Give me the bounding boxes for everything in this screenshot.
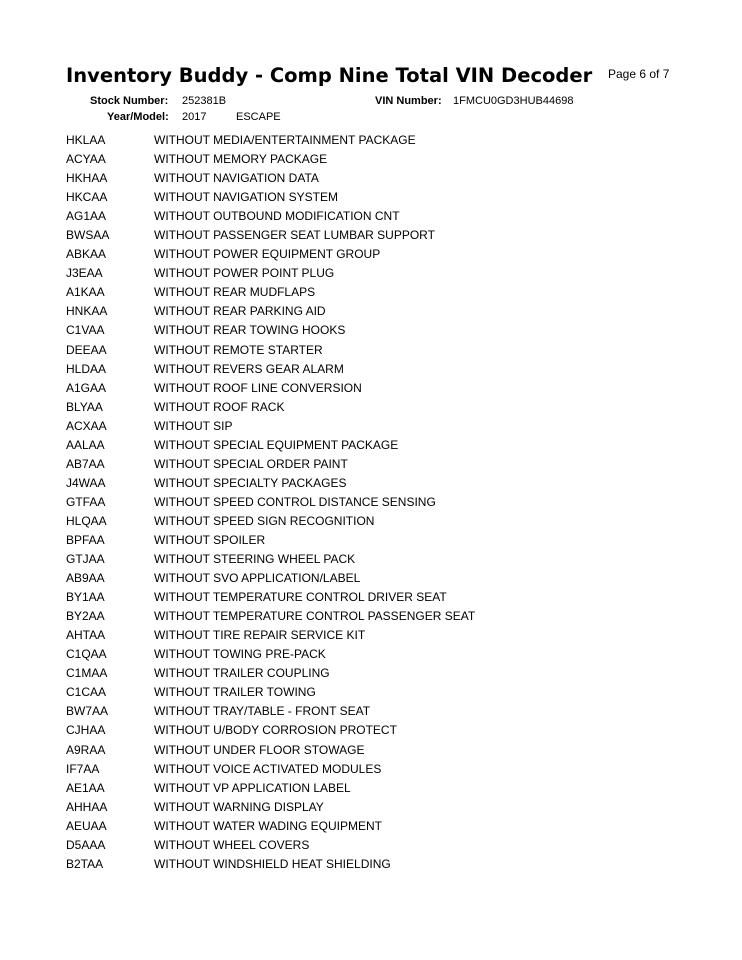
option-code: BWSAA bbox=[66, 228, 110, 243]
option-code: A1GAA bbox=[66, 380, 107, 395]
option-row bbox=[66, 398, 666, 417]
option-description: WITHOUT REVERS GEAR ALARM bbox=[154, 361, 344, 376]
option-row bbox=[66, 855, 666, 874]
option-row bbox=[66, 836, 666, 855]
option-description: WITHOUT UNDER FLOOR STOWAGE bbox=[154, 742, 365, 757]
option-row bbox=[66, 721, 666, 740]
vin-number-value: 1FMCU0GD3HUB44698 bbox=[453, 95, 574, 107]
option-row bbox=[66, 569, 666, 588]
option-description: WITHOUT NAVIGATION DATA bbox=[154, 171, 319, 186]
option-code: HKLAA bbox=[66, 133, 106, 147]
option-row bbox=[66, 302, 666, 321]
option-description: WITHOUT TRAY/TABLE - FRONT SEAT bbox=[154, 704, 371, 719]
option-description: WITHOUT VOICE ACTIVATED MODULES bbox=[154, 761, 382, 776]
option-description: WITHOUT SPOILER bbox=[154, 532, 266, 547]
option-code: HKCAA bbox=[66, 190, 108, 205]
option-description: WITHOUT SPEED SIGN RECOGNITION bbox=[154, 513, 375, 528]
option-code: GTFAA bbox=[66, 494, 106, 509]
option-description: WITHOUT SPEED CONTROL DISTANCE SENSING bbox=[154, 494, 436, 509]
option-code: C1MAA bbox=[66, 666, 108, 681]
option-row bbox=[66, 550, 666, 569]
option-description: WITHOUT SPECIAL ORDER PAINT bbox=[154, 456, 348, 471]
option-description: WITHOUT TEMPERATURE CONTROL PASSENGER SEAT bbox=[154, 609, 476, 624]
option-code: AB7AA bbox=[66, 456, 105, 471]
option-row bbox=[66, 531, 666, 550]
option-code: HKHAA bbox=[66, 171, 108, 186]
option-row bbox=[66, 512, 666, 531]
option-row bbox=[66, 493, 666, 512]
option-row bbox=[66, 760, 666, 779]
option-code: HLDAA bbox=[66, 361, 107, 376]
option-row bbox=[66, 226, 666, 245]
option-code: C1VAA bbox=[66, 323, 105, 338]
option-row bbox=[66, 607, 666, 626]
option-code: AHTAA bbox=[66, 628, 106, 643]
option-code: GTJAA bbox=[66, 552, 105, 567]
option-code: A9RAA bbox=[66, 742, 106, 757]
option-row bbox=[66, 817, 666, 836]
option-description: WITHOUT U/BODY CORROSION PROTECT bbox=[154, 723, 397, 738]
page-number: Page 6 of 7 bbox=[608, 67, 670, 81]
option-code: ACXAA bbox=[66, 418, 107, 433]
option-row bbox=[66, 321, 666, 340]
option-code: AE1AA bbox=[66, 780, 105, 795]
option-description: WITHOUT TRAILER COUPLING bbox=[154, 666, 330, 681]
option-code: BY2AA bbox=[66, 609, 105, 624]
option-description: WITHOUT TRAILER TOWING bbox=[154, 685, 316, 700]
vin-number-label: VIN Number: bbox=[375, 95, 442, 107]
option-row bbox=[66, 455, 666, 474]
model-name-value: ESCAPE bbox=[236, 111, 281, 123]
option-row bbox=[66, 131, 666, 150]
option-description: WITHOUT PASSENGER SEAT LUMBAR SUPPORT bbox=[154, 228, 435, 243]
option-description: WITHOUT REAR PARKING AID bbox=[154, 304, 326, 319]
option-code: AB9AA bbox=[66, 571, 105, 586]
option-description: WITHOUT WARNING DISPLAY bbox=[154, 799, 324, 814]
option-description: WITHOUT WINDSHIELD HEAT SHIELDING bbox=[154, 856, 391, 871]
option-description: WITHOUT SIP bbox=[154, 418, 233, 433]
stock-number-label: Stock Number: bbox=[90, 95, 169, 107]
option-description: WITHOUT NAVIGATION SYSTEM bbox=[154, 190, 339, 205]
option-description: WITHOUT SPECIAL EQUIPMENT PACKAGE bbox=[154, 437, 399, 452]
option-description: WITHOUT POWER EQUIPMENT GROUP bbox=[154, 247, 381, 262]
option-row bbox=[66, 207, 666, 226]
option-row bbox=[66, 588, 666, 607]
option-row bbox=[66, 664, 666, 683]
option-description: WITHOUT ROOF RACK bbox=[154, 399, 285, 414]
option-code: C1QAA bbox=[66, 647, 107, 662]
option-description: WITHOUT MEDIA/ENTERTAINMENT PACKAGE bbox=[154, 133, 416, 147]
option-row bbox=[66, 245, 666, 264]
option-code: HLQAA bbox=[66, 513, 107, 528]
option-code: B2TAA bbox=[66, 856, 104, 871]
option-description: WITHOUT POWER POINT PLUG bbox=[154, 266, 335, 281]
option-code: ABKAA bbox=[66, 247, 107, 262]
option-code: CJHAA bbox=[66, 723, 106, 738]
option-row bbox=[66, 188, 666, 207]
option-row bbox=[66, 341, 666, 360]
option-code: ACYAA bbox=[66, 152, 106, 167]
option-code: AEUAA bbox=[66, 818, 107, 833]
year-model-label: Year/Model: bbox=[107, 111, 169, 123]
option-description: WITHOUT REAR TOWING HOOKS bbox=[154, 323, 346, 338]
option-row bbox=[66, 360, 666, 379]
option-description: WITHOUT REAR MUDFLAPS bbox=[154, 285, 316, 300]
option-code: BPFAA bbox=[66, 532, 105, 547]
option-code-list bbox=[66, 131, 666, 874]
option-row bbox=[66, 150, 666, 169]
option-description: WITHOUT SPECIALTY PACKAGES bbox=[154, 475, 347, 490]
option-code: BLYAA bbox=[66, 399, 103, 414]
option-row bbox=[66, 264, 666, 283]
option-row bbox=[66, 683, 666, 702]
option-row bbox=[66, 474, 666, 493]
option-code: HNKAA bbox=[66, 304, 108, 319]
option-row bbox=[66, 379, 666, 398]
option-description: WITHOUT MEMORY PACKAGE bbox=[154, 152, 328, 167]
option-description: WITHOUT WHEEL COVERS bbox=[154, 837, 310, 852]
option-description: WITHOUT REMOTE STARTER bbox=[154, 342, 323, 357]
option-description: WITHOUT STEERING WHEEL PACK bbox=[154, 552, 356, 567]
option-description: WITHOUT TOWING PRE-PACK bbox=[154, 647, 326, 662]
option-code: AHHAA bbox=[66, 799, 108, 814]
option-code: J3EAA bbox=[66, 266, 103, 281]
option-code: IF7AA bbox=[66, 761, 100, 776]
option-code: C1CAA bbox=[66, 685, 107, 700]
option-code: J4WAA bbox=[66, 475, 106, 490]
option-row bbox=[66, 798, 666, 817]
option-row bbox=[66, 283, 666, 302]
option-row bbox=[66, 779, 666, 798]
option-code: D5AAA bbox=[66, 837, 106, 852]
option-code: A1KAA bbox=[66, 285, 105, 300]
option-row bbox=[66, 741, 666, 760]
option-code: AALAA bbox=[66, 437, 105, 452]
option-code: AG1AA bbox=[66, 209, 107, 224]
option-code: BW7AA bbox=[66, 704, 109, 719]
option-code: DEEAA bbox=[66, 342, 107, 357]
option-description: WITHOUT WATER WADING EQUIPMENT bbox=[154, 818, 382, 833]
option-row bbox=[66, 645, 666, 664]
option-description: WITHOUT TIRE REPAIR SERVICE KIT bbox=[154, 628, 366, 643]
option-description: WITHOUT SVO APPLICATION/LABEL bbox=[154, 571, 361, 586]
option-row bbox=[66, 702, 666, 721]
model-year-value: 2017 bbox=[182, 111, 207, 123]
option-description: WITHOUT VP APPLICATION LABEL bbox=[154, 780, 351, 795]
stock-number-value: 252381B bbox=[182, 95, 227, 107]
option-description: WITHOUT OUTBOUND MODIFICATION CNT bbox=[154, 209, 400, 224]
document-title: Inventory Buddy - Comp Nine Total VIN Decoder bbox=[66, 64, 593, 87]
option-row bbox=[66, 436, 666, 455]
option-description: WITHOUT ROOF LINE CONVERSION bbox=[154, 380, 362, 395]
option-row bbox=[66, 626, 666, 645]
option-row bbox=[66, 169, 666, 188]
option-row bbox=[66, 417, 666, 436]
option-description: WITHOUT TEMPERATURE CONTROL DRIVER SEAT bbox=[154, 590, 447, 605]
option-code: BY1AA bbox=[66, 590, 105, 605]
